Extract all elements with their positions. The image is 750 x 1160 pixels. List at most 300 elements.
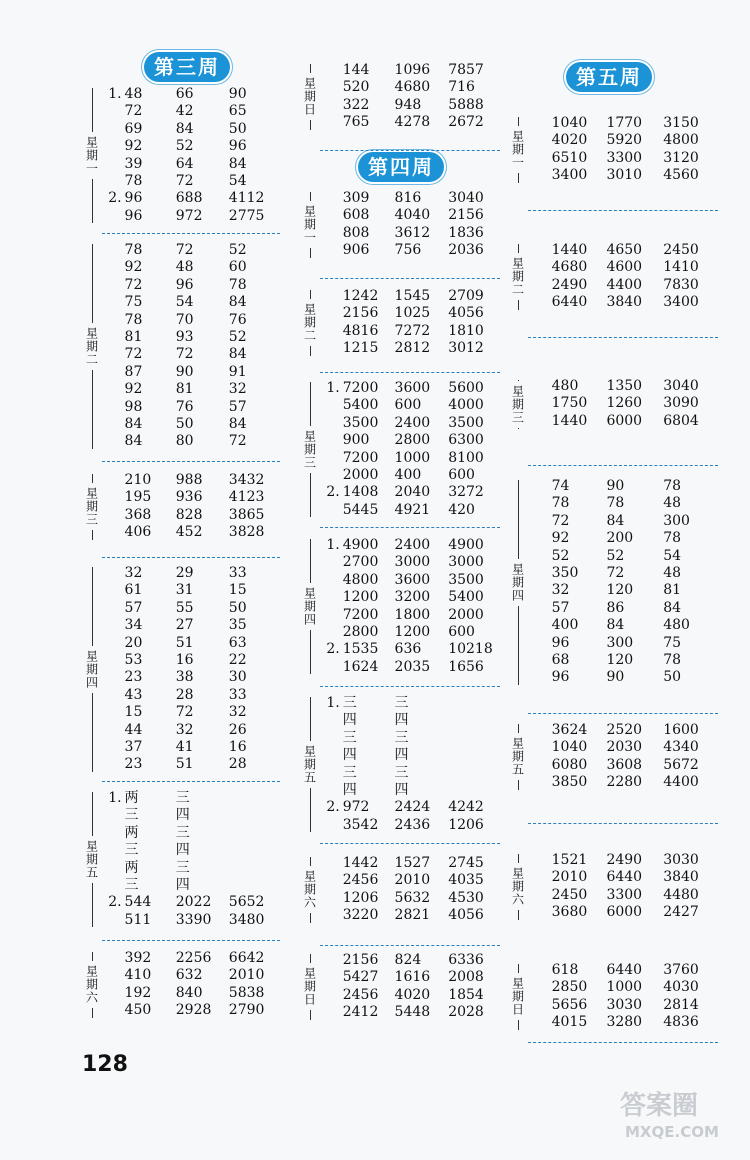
answer-value: 600 [448, 623, 475, 640]
answer-value: 1836 [448, 224, 484, 241]
answer-row [106, 173, 280, 190]
day-label-text: 星期日 [302, 967, 317, 1007]
answer-value: 5672 [663, 756, 699, 773]
answer-row [532, 167, 718, 184]
answer-row [532, 635, 718, 652]
answer-value: 3608 [606, 756, 643, 773]
answer-value: 3612 [394, 224, 431, 241]
answer-value: 480 [551, 378, 579, 394]
answer-value: 2400 [394, 537, 431, 553]
week-heading: 第四周 [358, 152, 444, 182]
item-number [106, 312, 125, 329]
item-number [324, 607, 343, 624]
answer-value: 452 [175, 524, 203, 541]
item-number [532, 887, 552, 904]
week-heading: 第三周 [144, 52, 230, 82]
answer-rows [324, 855, 500, 925]
item-number [324, 190, 343, 207]
item-number [324, 114, 343, 131]
answer-value: 4278 [394, 114, 431, 131]
answer-value: 2156 [342, 952, 379, 968]
answer-value: 65 [228, 103, 247, 120]
answer-row [532, 757, 718, 774]
answer-value: 23 [124, 756, 143, 773]
answer-row [106, 507, 280, 524]
day-section [300, 695, 500, 834]
answer-value: 87 [124, 363, 143, 380]
answer-value: 322 [342, 96, 370, 113]
answer-row [106, 652, 280, 669]
item-number [324, 432, 343, 449]
answer-value: 2412 [342, 1004, 379, 1021]
answer-value: 5427 [342, 969, 379, 986]
item-number: 2. [108, 190, 122, 207]
answer-value: 74 [551, 478, 570, 494]
answer-value: 1600 [663, 722, 699, 738]
item-number: 1. [108, 790, 122, 806]
answer-row [106, 208, 280, 225]
answer-value: 600 [448, 466, 475, 483]
answer-value: 2256 [175, 950, 212, 966]
item-number [324, 1004, 343, 1021]
answer-row [532, 395, 718, 412]
answer-value: 三 [342, 729, 357, 746]
answer-row [106, 894, 280, 911]
answer-value: 6510 [551, 149, 588, 166]
answer-value: 92 [551, 530, 570, 547]
answer-row [532, 852, 718, 869]
day-label [508, 378, 528, 430]
answer-value: 48 [663, 495, 682, 512]
item-number [532, 530, 552, 547]
answer-row [324, 190, 500, 207]
section-divider [320, 150, 500, 151]
answer-value: 840 [175, 984, 203, 1001]
answer-value: 1000 [606, 979, 643, 996]
answer-row [532, 774, 718, 791]
answer-row [106, 138, 280, 155]
answer-value: 75 [124, 294, 143, 311]
day-label-text: 星期四 [510, 562, 525, 602]
answer-value: 1408 [342, 484, 379, 501]
answer-row [324, 467, 500, 484]
day-section [82, 242, 280, 451]
answer-value: 2490 [551, 276, 588, 293]
answer-value: 96 [228, 138, 247, 155]
answer-value: 3120 [663, 149, 699, 166]
answer-value: 392 [124, 950, 152, 966]
answer-value: 4680 [551, 259, 588, 276]
answer-value: 2850 [551, 979, 588, 996]
answer-value: 78 [124, 242, 143, 258]
answer-value: 4800 [342, 571, 379, 588]
answer-value: 608 [342, 207, 370, 224]
answer-row [106, 722, 280, 739]
answer-value [448, 712, 500, 729]
answer-value: 84 [228, 346, 247, 363]
answer-value: 92 [124, 259, 143, 276]
item-number [532, 652, 552, 669]
answer-value: 80 [175, 433, 194, 450]
item-number [324, 712, 343, 729]
week-heading: 第五周 [566, 62, 652, 92]
answer-value: 1206 [448, 816, 484, 833]
answer-value: 1000 [394, 449, 431, 466]
answer-value: 3040 [663, 378, 699, 394]
item-number [532, 722, 552, 739]
answer-value: 195 [124, 489, 152, 506]
item-number [106, 524, 125, 541]
answer-value: 6440 [606, 962, 643, 978]
answer-value: 2800 [394, 432, 431, 449]
answer-value: 5838 [228, 984, 265, 1001]
answer-value: 72 [124, 103, 143, 120]
section-divider [320, 372, 500, 373]
answer-row [532, 722, 718, 739]
answer-value: 3500 [448, 571, 484, 588]
answer-value: 1206 [342, 889, 379, 906]
answer-value: 1854 [448, 986, 484, 1003]
answer-row [532, 495, 718, 512]
answer-value: 54 [663, 547, 682, 564]
day-label-text: 星期二 [84, 326, 99, 366]
answer-value: 81 [663, 582, 682, 599]
answer-value: 52 [228, 328, 247, 345]
answer-value: 3030 [663, 852, 699, 868]
answer-value: 16 [175, 651, 194, 668]
answer-row [106, 582, 280, 599]
day-label [508, 722, 528, 792]
answer-value: 210 [124, 472, 152, 488]
item-number [324, 288, 343, 305]
answer-row [106, 472, 280, 489]
answer-value: 5400 [342, 397, 379, 414]
answer-value: 2036 [448, 242, 484, 259]
item-number [106, 756, 125, 773]
answer-row [324, 397, 500, 414]
answer-value: 2424 [394, 799, 431, 816]
item-number [106, 381, 125, 398]
answer-value: 2790 [228, 1002, 265, 1019]
item-number [324, 62, 343, 79]
answer-value: 54 [228, 172, 247, 189]
answer-value: 7200 [342, 380, 379, 396]
answer-value: 3272 [448, 484, 484, 501]
answer-value: 51 [175, 634, 194, 651]
answer-row [324, 537, 500, 554]
answer-row [532, 904, 718, 921]
answer-value: 1025 [394, 305, 431, 322]
answer-row [106, 967, 280, 984]
item-number [532, 150, 552, 167]
answer-row [106, 103, 280, 120]
answer-row [324, 641, 500, 658]
answer-value: 2709 [448, 288, 484, 304]
answer-row [106, 416, 280, 433]
answer-value: 3850 [551, 774, 588, 791]
answer-value: 906 [342, 242, 370, 259]
answer-row [324, 695, 500, 712]
answer-value: 3760 [663, 962, 699, 978]
answer-value: 98 [124, 398, 143, 415]
item-number [324, 225, 343, 242]
answer-value: 410 [124, 967, 152, 984]
day-label [82, 242, 102, 451]
answer-value: 两 [124, 859, 139, 876]
answer-row [532, 413, 718, 430]
item-number [106, 860, 125, 877]
day-section [300, 62, 500, 132]
day-label [300, 62, 320, 132]
answer-value: 三 [342, 764, 357, 781]
answer-row [106, 489, 280, 506]
answer-value: 4530 [448, 889, 484, 906]
answer-value: 四 [342, 712, 357, 729]
answer-value: 520 [342, 79, 370, 96]
answer-value: 51 [175, 756, 194, 773]
item-number [532, 979, 552, 996]
answer-value [229, 807, 280, 824]
answer-value: 52 [606, 547, 625, 564]
answer-value: 808 [342, 224, 370, 241]
answer-value: 716 [448, 79, 475, 96]
day-label-text: 星期四 [84, 649, 99, 689]
answer-row [106, 1002, 280, 1019]
answer-rows [532, 962, 718, 1032]
answer-value: 824 [394, 952, 422, 968]
answer-value: 72 [551, 512, 570, 529]
answer-row [106, 807, 280, 824]
item-number [324, 554, 343, 571]
answer-rows [532, 852, 718, 922]
day-label-text: 星期四 [302, 587, 317, 627]
answer-value: 27 [175, 617, 194, 634]
answer-value: 84 [606, 617, 625, 634]
day-label-text: 星期二 [302, 303, 317, 343]
answer-row [532, 962, 718, 979]
answer-value: 1750 [551, 395, 588, 412]
answer-value: 3865 [228, 506, 265, 523]
answer-value: 64 [175, 155, 194, 172]
answer-row [324, 607, 500, 624]
answer-value: 4560 [663, 167, 699, 184]
answer-value: 144 [342, 62, 370, 78]
item-number [106, 103, 125, 120]
answer-value: 3480 [228, 911, 265, 928]
answer-value: 2450 [551, 886, 588, 903]
answer-row [532, 115, 718, 132]
answer-value: 2456 [342, 872, 379, 889]
answer-value: 84 [228, 155, 247, 172]
answer-value: 4600 [606, 259, 643, 276]
answer-row [106, 156, 280, 173]
answer-value: 四 [175, 807, 190, 824]
answer-value: 84 [663, 599, 682, 616]
answer-value: 3828 [228, 524, 265, 541]
answer-value: 636 [394, 641, 422, 658]
answer-value: 1040 [551, 739, 588, 756]
answer-value [448, 747, 500, 764]
answer-row [106, 860, 280, 877]
item-number [532, 294, 552, 311]
answer-value: 900 [342, 432, 370, 449]
item-number [324, 782, 343, 799]
item-number [324, 747, 343, 764]
answer-row [532, 277, 718, 294]
answer-rows [324, 380, 500, 519]
answer-value: 1200 [342, 589, 379, 606]
item-number [532, 259, 552, 276]
day-label-text: 星期五 [84, 840, 99, 880]
answer-value: 78 [606, 495, 625, 512]
item-number [106, 346, 125, 363]
answer-rows [532, 378, 718, 430]
answer-row [324, 782, 500, 799]
day-section [508, 378, 718, 430]
answer-row [106, 364, 280, 381]
answer-rows [324, 537, 500, 676]
answer-row [324, 207, 500, 224]
item-number [106, 704, 125, 721]
answer-value: 600 [394, 397, 422, 414]
page-number: 128 [82, 1052, 128, 1077]
answer-value: 26 [228, 721, 247, 738]
answer-value: 23 [124, 669, 143, 686]
answer-row [532, 242, 718, 259]
item-number [532, 635, 552, 652]
item-number [532, 167, 552, 184]
answer-value: 4242 [448, 799, 484, 816]
section-divider [320, 527, 500, 528]
day-section [508, 852, 718, 922]
answer-row [532, 132, 718, 149]
section-divider [102, 557, 280, 558]
answer-value: 2010 [551, 869, 588, 886]
item-number [532, 413, 552, 430]
item-number [106, 912, 125, 929]
answer-row [532, 150, 718, 167]
answer-value: 3300 [606, 149, 643, 166]
answer-row [324, 659, 500, 676]
day-label [508, 242, 528, 312]
answer-value [229, 825, 280, 842]
answer-rows [106, 242, 280, 451]
day-section [82, 790, 280, 929]
answer-value: 43 [124, 686, 143, 703]
answer-value: 2400 [394, 414, 431, 431]
answer-row [532, 548, 718, 565]
section-divider [320, 278, 500, 279]
answer-value: 4015 [551, 1014, 588, 1031]
answer-value: 192 [124, 984, 152, 1001]
item-number [324, 589, 343, 606]
answer-value: 50 [228, 599, 247, 616]
answer-value: 480 [663, 617, 690, 634]
day-label [82, 790, 102, 929]
answer-row [532, 259, 718, 276]
answer-row [532, 1014, 718, 1031]
answer-value: 3390 [175, 911, 212, 928]
answer-value: 400 [551, 617, 579, 634]
day-label [82, 950, 102, 1020]
day-label-text: 星期六 [302, 870, 317, 910]
answer-value: 3090 [663, 395, 699, 412]
answer-value: 5400 [448, 589, 484, 606]
answer-value: 50 [663, 669, 682, 686]
day-label-text: 星期二 [510, 257, 525, 297]
answer-value: 5632 [394, 889, 431, 906]
answer-row [106, 242, 280, 259]
answer-value: 1800 [394, 606, 431, 623]
item-number [106, 208, 125, 225]
answer-value: 70 [175, 311, 194, 328]
answer-value: 4112 [228, 190, 265, 207]
answer-value: 33 [228, 565, 247, 581]
item-number [106, 807, 125, 824]
answer-value: 309 [342, 190, 370, 206]
item-number [324, 340, 343, 357]
answer-value: 2156 [448, 207, 484, 224]
answer-value: 48 [175, 259, 194, 276]
answer-value: 68 [551, 651, 570, 668]
answer-value: 53 [124, 651, 143, 668]
item-number [324, 305, 343, 322]
answer-value: 1624 [342, 658, 379, 675]
item-number [106, 416, 125, 433]
answer-value: 1656 [448, 658, 484, 675]
answer-value: 1215 [342, 340, 379, 357]
answer-value: 96 [124, 190, 143, 207]
answer-value: 3840 [663, 869, 699, 886]
answer-value: 93 [175, 328, 194, 345]
answer-row [324, 589, 500, 606]
answer-row [324, 712, 500, 729]
answer-value: 96 [551, 634, 570, 651]
answer-value: 三 [175, 859, 190, 876]
answer-value: 四 [394, 781, 409, 798]
day-label [300, 190, 320, 260]
answer-value: 29 [175, 565, 194, 581]
answer-value: 5600 [448, 380, 484, 396]
answer-row [532, 565, 718, 582]
answer-value: 3300 [606, 886, 643, 903]
answer-value: 2814 [663, 996, 699, 1013]
answer-value: 15 [228, 582, 247, 599]
answer-row [324, 817, 500, 834]
answer-value: 3200 [394, 589, 431, 606]
answer-value: 72 [606, 564, 625, 581]
item-number [106, 739, 125, 756]
answer-value: 756 [394, 242, 422, 259]
answer-value: 4921 [394, 501, 431, 518]
answer-row [106, 635, 280, 652]
day-label-text: 星期日 [302, 77, 317, 117]
answer-value: 48 [124, 86, 143, 102]
answer-row [532, 617, 718, 634]
answer-value: 5656 [551, 996, 588, 1013]
answer-row [324, 62, 500, 79]
item-number: 1. [326, 695, 340, 711]
answer-value: 3040 [448, 190, 484, 206]
answer-value: 69 [124, 120, 143, 137]
answer-value: 988 [175, 472, 203, 488]
answer-value: 1545 [394, 288, 431, 304]
item-number [324, 572, 343, 589]
answer-rows [532, 478, 718, 687]
answer-value [448, 782, 500, 799]
answer-value [229, 860, 280, 877]
item-number [106, 877, 125, 894]
